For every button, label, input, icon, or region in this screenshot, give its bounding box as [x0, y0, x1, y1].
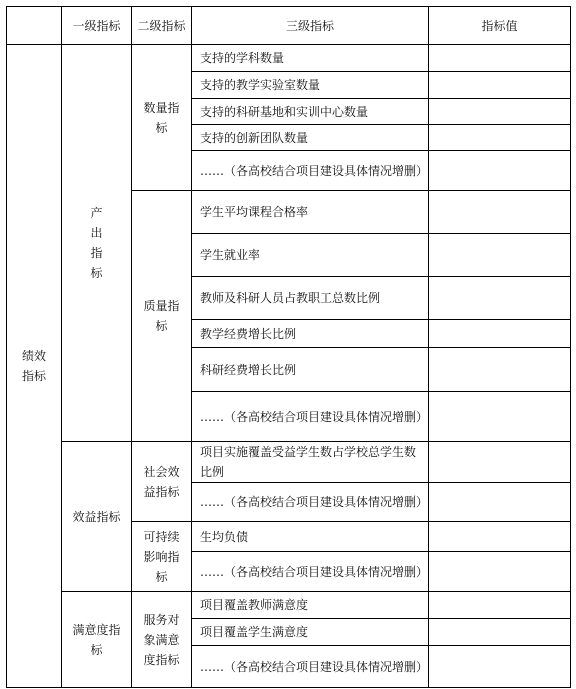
header-value: 指标值 — [429, 7, 571, 45]
indicator-text: 项目覆盖学生满意度 — [192, 619, 429, 646]
service-label: 服务对象满意度指标 — [132, 592, 192, 688]
indicator-text: 支持的教学实验室数量 — [192, 72, 429, 99]
indicator-text: 学生平均课程合格率 — [192, 191, 429, 234]
indicator-value-cell — [429, 99, 571, 125]
indicator-text: ……（各高校结合项目建设具体情况增删） — [192, 483, 429, 522]
indicator-value-cell — [429, 151, 571, 191]
quality-label: 质量指标 — [132, 191, 192, 442]
indicator-text: 科研经费增长比例 — [192, 348, 429, 392]
indicator-text: 教师及科研人员占教职工总数比例 — [192, 277, 429, 320]
indicator-value-cell — [429, 442, 571, 483]
indicator-value-cell — [429, 72, 571, 99]
sustainable-label: 可持续影响指标 — [132, 522, 192, 592]
table-row — [7, 442, 571, 483]
indicator-text: 支持的学科数量 — [192, 45, 429, 72]
social-label: 社会效益指标 — [132, 442, 192, 522]
quantity-label: 数量指标 — [132, 45, 192, 191]
indicator-value-cell — [429, 552, 571, 592]
indicator-value-cell — [429, 483, 571, 522]
header-row — [7, 7, 571, 45]
indicator-text: ……（各高校结合项目建设具体情况增删） — [192, 646, 429, 688]
table-row — [7, 592, 571, 619]
indicator-text: 项目覆盖教师满意度 — [192, 592, 429, 619]
indicator-text: 支持的科研基地和实训中心数量 — [192, 99, 429, 125]
indicator-value-cell — [429, 234, 571, 277]
indicator-text: 教学经费增长比例 — [192, 320, 429, 348]
header-level2: 二级指标 — [132, 7, 192, 45]
indicator-value-cell — [429, 125, 571, 151]
indicator-value-cell — [429, 348, 571, 392]
indicator-value-cell — [429, 45, 571, 72]
performance-indicator-table — [6, 6, 571, 688]
indicator-text: ……（各高校结合项目建设具体情况增删） — [192, 151, 429, 191]
table-row — [7, 45, 571, 72]
indicator-value-cell — [429, 646, 571, 688]
benefit-label: 效益指标 — [62, 442, 132, 592]
header-level3: 三级指标 — [192, 7, 429, 45]
indicator-text: 项目实施覆盖受益学生数占学校总学生数比例 — [192, 442, 429, 483]
indicator-text: ……（各高校结合项目建设具体情况增删） — [192, 552, 429, 592]
indicator-value-cell — [429, 320, 571, 348]
satisfaction-label: 满意度指标 — [62, 592, 132, 688]
indicator-value-cell — [429, 392, 571, 442]
indicator-table-container — [6, 6, 570, 684]
indicator-text: 学生就业率 — [192, 234, 429, 277]
indicator-text: 支持的创新团队数量 — [192, 125, 429, 151]
indicator-value-cell — [429, 277, 571, 320]
indicator-value-cell — [429, 592, 571, 619]
header-level1: 一级指标 — [62, 7, 132, 45]
indicator-value-cell — [429, 191, 571, 234]
output-label: 产出指标 — [62, 45, 132, 442]
indicator-text: 生均负债 — [192, 522, 429, 552]
indicator-text: ……（各高校结合项目建设具体情况增删） — [192, 392, 429, 442]
indicator-value-cell — [429, 522, 571, 552]
indicator-value-cell — [429, 619, 571, 646]
header-blank-cell — [7, 7, 62, 45]
root-label: 绩效指标 — [7, 45, 62, 688]
